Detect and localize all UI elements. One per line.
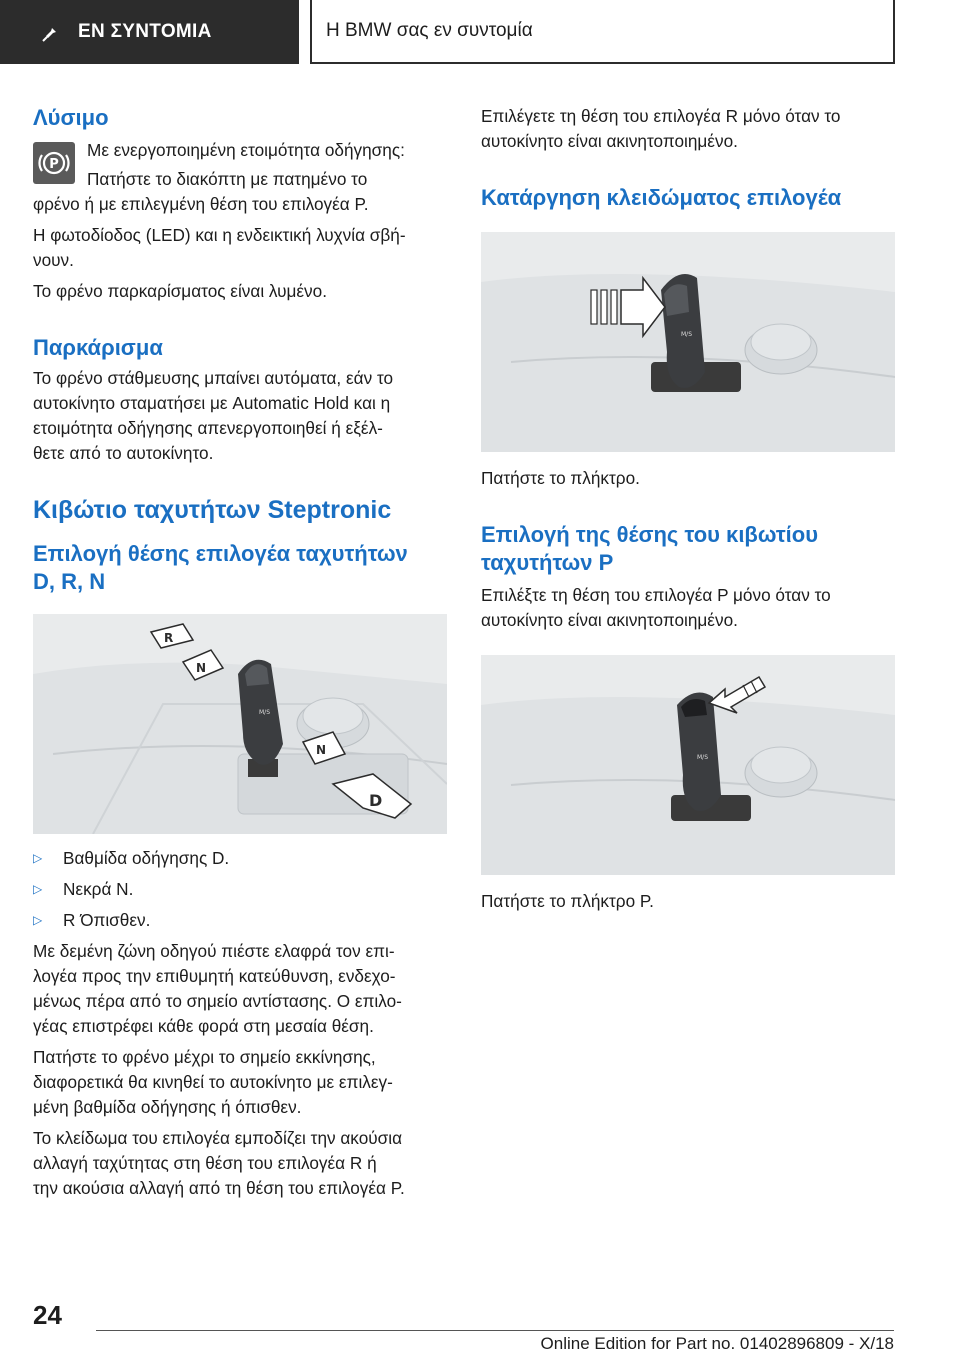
parking-heading: Παρκάρισμα	[33, 335, 163, 360]
svg-text:M/S: M/S	[697, 754, 709, 761]
unlock-caption: Πατήστε το πλήκτρο.	[481, 468, 640, 488]
parking-line: ετοιμότητα οδήγησης απενεργοποιηθεί ή εξέλ-	[33, 418, 383, 438]
led-line: Η φωτοδίοδος (LED) και η ενδεικτική λυχνία σβή-	[33, 225, 406, 245]
figure-label-r: R	[164, 631, 174, 645]
release-line: Με ενεργοποιημένη ετοιμότητα οδήγησης:	[87, 140, 405, 160]
parking-brake-icon	[33, 142, 75, 184]
belt-line: λογέα προς την επιθυμητή κατεύθυνση, ενδεχο-	[33, 966, 396, 986]
release-heading: Λύσιμο	[33, 105, 109, 130]
lock-paragraph	[33, 1126, 447, 1201]
list-item-text: Νεκρά N.	[63, 879, 134, 899]
svg-text:M/S: M/S	[259, 709, 271, 716]
release-instruction	[33, 138, 447, 217]
release-line: φρένο ή με επιλεγμένη θέση του επιλογέα P.	[33, 194, 369, 214]
page-number: 24	[33, 1300, 62, 1330]
breadcrumb[interactable]: Η BMW σας εν συντομία	[310, 0, 895, 64]
bullet-triangle-icon: ▷	[33, 882, 43, 896]
gearbox-heading: Κιβώτιο ταχυτήτων Steptronic	[33, 496, 392, 524]
bullet-triangle-icon: ▷	[33, 913, 43, 927]
parking-line: Το φρένο στάθμευσης μπαίνει αυτόματα, εάν το	[33, 368, 394, 388]
section-tab[interactable]	[0, 0, 299, 64]
select-heading-line: D, R, N	[33, 569, 106, 594]
released-text: Το φρένο παρκαρίσματος είναι λυμένο.	[33, 281, 327, 301]
p-button-illustration	[481, 655, 895, 875]
edition-footer: Online Edition for Part no. 01402896809 - X/18	[540, 1334, 894, 1353]
belt-line: Με δεμένη ζώνη οδηγού πιέστε ελαφρά τον επι-	[33, 941, 395, 961]
intro-line: αυτοκίνητο είναι ακινητοποιημένο.	[481, 131, 738, 151]
list-item	[33, 908, 447, 933]
brake-line: διαφορετικά θα κινηθεί το αυτοκίνητο με επιλεγ-	[33, 1072, 393, 1092]
gear-selector-figure	[33, 614, 447, 834]
lock-line: Το κλείδωμα του επιλογέα εμποδίζει την ακούσια	[33, 1128, 403, 1148]
intro-paragraph	[481, 104, 895, 154]
lock-line: την ακούσια αλλαγή από τη θέση του επιλογέα P.	[33, 1178, 405, 1198]
p-button-figure	[481, 655, 895, 875]
footer-divider	[96, 1330, 894, 1331]
bullet-triangle-icon: ▷	[33, 851, 43, 865]
svg-text:P: P	[49, 157, 59, 172]
p-heading	[481, 521, 895, 577]
list-item	[33, 877, 447, 902]
release-line: Πατήστε το διακόπτη με πατημένο το	[87, 169, 368, 189]
p-line: αυτοκίνητο είναι ακινητοποιημένο.	[481, 610, 738, 630]
figure-label-d: D	[369, 791, 383, 810]
p-heading-line: Επιλογή της θέσης του κιβωτίου	[481, 522, 819, 547]
p-caption: Πατήστε το πλήκτρο P.	[481, 891, 654, 911]
select-heading	[33, 540, 447, 596]
p-heading-line: ταχυτήτων P	[481, 550, 614, 575]
brake-line: μένη βαθμίδα οδήγησης ή όπισθεν.	[33, 1097, 302, 1117]
page-header	[0, 0, 960, 66]
parking-line: θετε από το αυτοκίνητο.	[33, 443, 214, 463]
gear-selector-illustration	[33, 614, 447, 834]
figure-label-n-top: N	[196, 661, 207, 675]
p-paragraph	[481, 583, 895, 633]
parking-paragraph	[33, 366, 447, 466]
right-column	[481, 104, 895, 914]
svg-text:M/S: M/S	[681, 331, 693, 338]
pushpin-icon	[42, 22, 62, 42]
unlock-figure	[481, 232, 895, 452]
unlock-heading: Κατάργηση κλειδώματος επιλογέα	[481, 185, 842, 210]
list-item-text: R Όπισθεν.	[63, 910, 151, 930]
section-tab-label: ΕΝ ΣΥΝΤΟΜΙΑ	[78, 21, 212, 42]
intro-line: Επιλέγετε τη θέση του επιλογέα R μόνο όταν το	[481, 106, 841, 126]
list-item	[33, 846, 447, 871]
belt-paragraph	[33, 939, 447, 1039]
p-line: Επιλέξτε τη θέση του επιλογέα P μόνο όταν το	[481, 585, 831, 605]
brake-line: Πατήστε το φρένο μέχρι το σημείο εκκίνησης,	[33, 1047, 376, 1067]
parking-line: αυτοκίνητο σταματήσει με Automatic Hold και η	[33, 393, 391, 413]
left-column	[33, 104, 447, 1201]
belt-line: γέας επιστρέφει κάθε φορά στη μεσαία θέση.	[33, 1016, 374, 1036]
select-heading-line: Επιλογή θέσης επιλογέα ταχυτήτων	[33, 541, 408, 566]
unlock-button-illustration	[481, 232, 895, 452]
belt-line: μένως πέρα από το σημείο αντίστασης. Ο επιλο-	[33, 991, 402, 1011]
list-item-text: Βαθμίδα οδήγησης D.	[63, 848, 230, 868]
selector-bullet-list	[33, 846, 447, 933]
lock-line: αλλαγή ταχύτητας στη θέση του επιλογέα R ή	[33, 1153, 377, 1173]
brake-paragraph	[33, 1045, 447, 1120]
led-line: νουν.	[33, 250, 74, 270]
figure-label-n-bottom: N	[316, 743, 327, 757]
